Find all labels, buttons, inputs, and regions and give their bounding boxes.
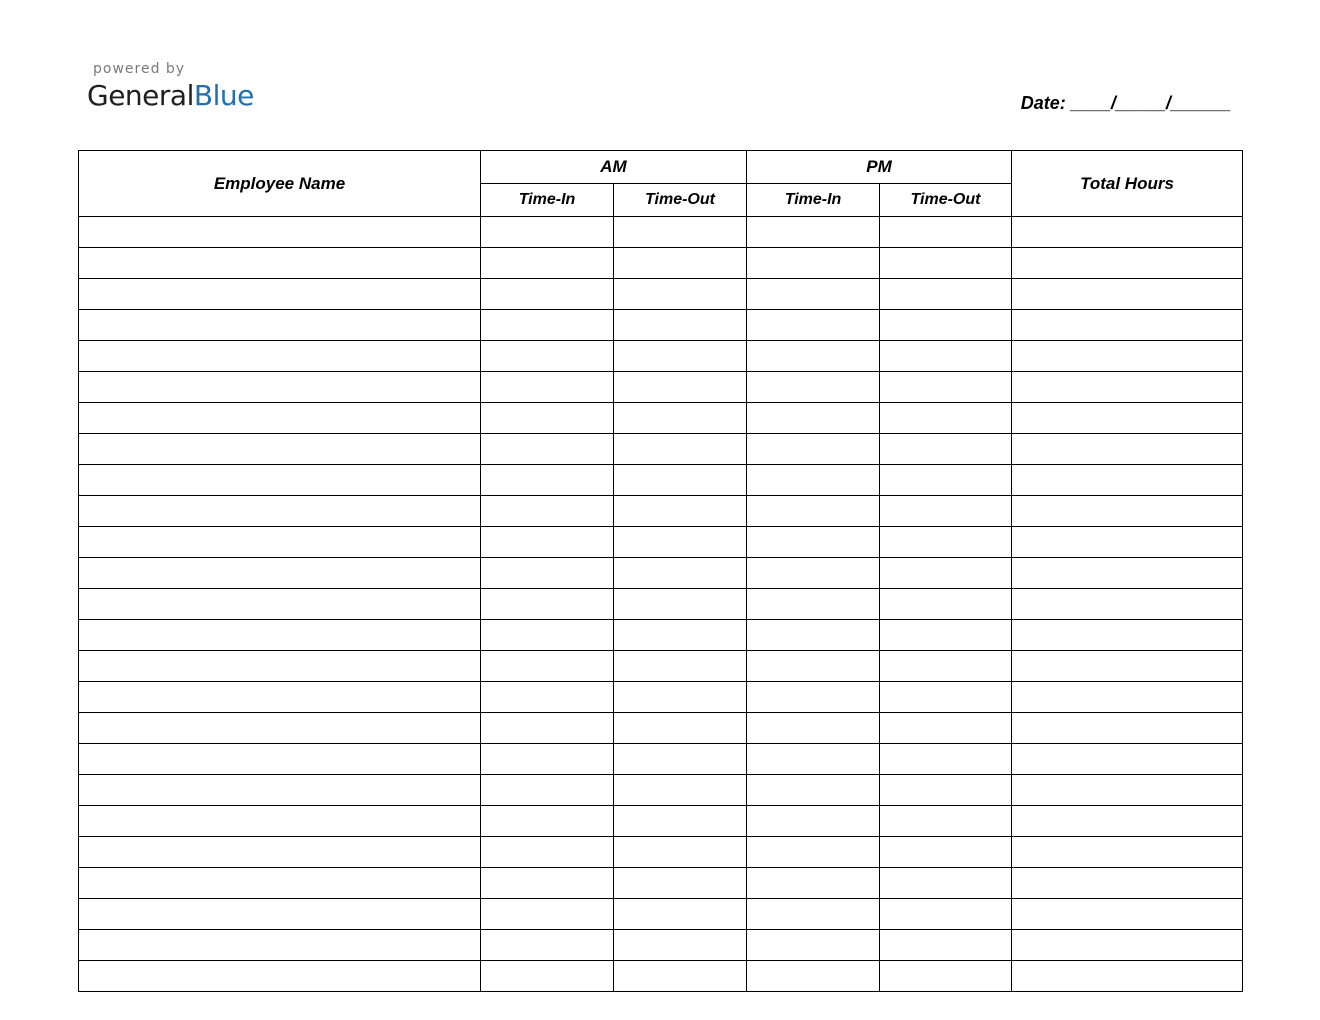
table-row bbox=[79, 341, 1243, 372]
pm-time-in-cell[interactable] bbox=[747, 248, 880, 279]
total-hours-cell[interactable] bbox=[1012, 465, 1243, 496]
pm-time-out-cell[interactable] bbox=[880, 651, 1012, 682]
table-row bbox=[79, 806, 1243, 837]
total-hours-cell[interactable] bbox=[1012, 279, 1243, 310]
total-hours-cell[interactable] bbox=[1012, 930, 1243, 961]
pm-time-in-cell[interactable] bbox=[747, 434, 880, 465]
pm-time-in-cell[interactable] bbox=[747, 930, 880, 961]
am-time-out-cell[interactable] bbox=[614, 930, 747, 961]
am-time-in-cell[interactable] bbox=[481, 341, 614, 372]
total-hours-cell[interactable] bbox=[1012, 775, 1243, 806]
table-row bbox=[79, 620, 1243, 651]
pm-time-in-cell[interactable] bbox=[747, 496, 880, 527]
pm-time-in-cell[interactable] bbox=[747, 651, 880, 682]
pm-time-in-cell[interactable] bbox=[747, 682, 880, 713]
pm-time-out-cell[interactable] bbox=[880, 837, 1012, 868]
am-time-out-cell[interactable] bbox=[614, 682, 747, 713]
table-row bbox=[79, 744, 1243, 775]
am-time-out-cell[interactable] bbox=[614, 806, 747, 837]
pm-time-in-cell[interactable] bbox=[747, 837, 880, 868]
pm-time-in-cell[interactable] bbox=[747, 961, 880, 992]
pm-time-in-cell[interactable] bbox=[747, 713, 880, 744]
am-time-out-cell[interactable] bbox=[614, 434, 747, 465]
am-time-in-cell[interactable] bbox=[481, 589, 614, 620]
employee-name-cell[interactable] bbox=[79, 651, 481, 682]
pm-time-out-cell[interactable] bbox=[880, 372, 1012, 403]
am-time-in-cell[interactable] bbox=[481, 465, 614, 496]
table-row bbox=[79, 961, 1243, 992]
am-time-out-cell[interactable] bbox=[614, 310, 747, 341]
table-row bbox=[79, 310, 1243, 341]
header-pm: PM bbox=[747, 151, 1012, 184]
pm-time-in-cell[interactable] bbox=[747, 558, 880, 589]
pm-time-out-cell[interactable] bbox=[880, 806, 1012, 837]
am-time-out-cell[interactable] bbox=[614, 496, 747, 527]
am-time-out-cell[interactable] bbox=[614, 527, 747, 558]
pm-time-out-cell[interactable] bbox=[880, 341, 1012, 372]
employee-name-cell[interactable] bbox=[79, 682, 481, 713]
am-time-out-cell[interactable] bbox=[614, 248, 747, 279]
am-time-in-cell[interactable] bbox=[481, 558, 614, 589]
total-hours-cell[interactable] bbox=[1012, 403, 1243, 434]
employee-name-cell[interactable] bbox=[79, 279, 481, 310]
am-time-in-cell[interactable] bbox=[481, 403, 614, 434]
brand-name bbox=[87, 78, 254, 114]
pm-time-in-cell[interactable] bbox=[747, 806, 880, 837]
total-hours-cell[interactable] bbox=[1012, 248, 1243, 279]
header-am-time-in: Time-In bbox=[481, 184, 614, 217]
am-time-in-cell[interactable] bbox=[481, 248, 614, 279]
table-row bbox=[79, 434, 1243, 465]
table-row bbox=[79, 775, 1243, 806]
am-time-in-cell[interactable] bbox=[481, 496, 614, 527]
header-total-hours: Total Hours bbox=[1012, 151, 1243, 217]
table-row bbox=[79, 713, 1243, 744]
am-time-out-cell[interactable] bbox=[614, 558, 747, 589]
total-hours-cell[interactable] bbox=[1012, 341, 1243, 372]
table-row bbox=[79, 372, 1243, 403]
pm-time-in-cell[interactable] bbox=[747, 310, 880, 341]
total-hours-cell[interactable] bbox=[1012, 806, 1243, 837]
am-time-in-cell[interactable] bbox=[481, 806, 614, 837]
am-time-out-cell[interactable] bbox=[614, 713, 747, 744]
employee-name-cell[interactable] bbox=[79, 620, 481, 651]
am-time-out-cell[interactable] bbox=[614, 899, 747, 930]
am-time-in-cell[interactable] bbox=[481, 961, 614, 992]
total-hours-cell[interactable] bbox=[1012, 496, 1243, 527]
pm-time-out-cell[interactable] bbox=[880, 682, 1012, 713]
pm-time-out-cell[interactable] bbox=[880, 589, 1012, 620]
employee-name-cell[interactable] bbox=[79, 496, 481, 527]
am-time-in-cell[interactable] bbox=[481, 217, 614, 248]
total-hours-cell[interactable] bbox=[1012, 682, 1243, 713]
pm-time-in-cell[interactable] bbox=[747, 589, 880, 620]
table-row bbox=[79, 217, 1243, 248]
date-blank[interactable]: ____/_____/______ bbox=[1070, 93, 1231, 113]
table-row bbox=[79, 279, 1243, 310]
pm-time-in-cell[interactable] bbox=[747, 465, 880, 496]
employee-name-cell[interactable] bbox=[79, 775, 481, 806]
am-time-out-cell[interactable] bbox=[614, 620, 747, 651]
pm-time-out-cell[interactable] bbox=[880, 868, 1012, 899]
pm-time-out-cell[interactable] bbox=[880, 403, 1012, 434]
am-time-in-cell[interactable] bbox=[481, 868, 614, 899]
employee-name-cell[interactable] bbox=[79, 372, 481, 403]
table-row bbox=[79, 837, 1243, 868]
pm-time-out-cell[interactable] bbox=[880, 620, 1012, 651]
pm-time-in-cell[interactable] bbox=[747, 403, 880, 434]
pm-time-in-cell[interactable] bbox=[747, 868, 880, 899]
table-row bbox=[79, 868, 1243, 899]
total-hours-cell[interactable] bbox=[1012, 434, 1243, 465]
pm-time-out-cell[interactable] bbox=[880, 527, 1012, 558]
am-time-in-cell[interactable] bbox=[481, 434, 614, 465]
employee-name-cell[interactable] bbox=[79, 217, 481, 248]
table-header bbox=[79, 151, 1243, 217]
total-hours-cell[interactable] bbox=[1012, 837, 1243, 868]
table-row bbox=[79, 465, 1243, 496]
employee-name-cell[interactable] bbox=[79, 434, 481, 465]
total-hours-cell[interactable] bbox=[1012, 527, 1243, 558]
am-time-out-cell[interactable] bbox=[614, 403, 747, 434]
pm-time-out-cell[interactable] bbox=[880, 248, 1012, 279]
table-row bbox=[79, 682, 1243, 713]
table-row bbox=[79, 558, 1243, 589]
am-time-in-cell[interactable] bbox=[481, 713, 614, 744]
am-time-in-cell[interactable] bbox=[481, 744, 614, 775]
employee-name-cell[interactable] bbox=[79, 744, 481, 775]
total-hours-cell[interactable] bbox=[1012, 744, 1243, 775]
pm-time-out-cell[interactable] bbox=[880, 930, 1012, 961]
pm-time-in-cell[interactable] bbox=[747, 341, 880, 372]
header-pm-time-in: Time-In bbox=[747, 184, 880, 217]
am-time-in-cell[interactable] bbox=[481, 372, 614, 403]
pm-time-in-cell[interactable] bbox=[747, 279, 880, 310]
am-time-in-cell[interactable] bbox=[481, 527, 614, 558]
header-employee-name: Employee Name bbox=[79, 151, 481, 217]
pm-time-in-cell[interactable] bbox=[747, 217, 880, 248]
date-label: Date: bbox=[1020, 93, 1066, 113]
am-time-in-cell[interactable] bbox=[481, 775, 614, 806]
employee-name-cell[interactable] bbox=[79, 310, 481, 341]
pm-time-out-cell[interactable] bbox=[880, 496, 1012, 527]
am-time-out-cell[interactable] bbox=[614, 868, 747, 899]
am-time-in-cell[interactable] bbox=[481, 279, 614, 310]
am-time-out-cell[interactable] bbox=[614, 744, 747, 775]
am-time-out-cell[interactable] bbox=[614, 372, 747, 403]
total-hours-cell[interactable] bbox=[1012, 589, 1243, 620]
table-body bbox=[79, 217, 1243, 992]
am-time-in-cell[interactable] bbox=[481, 682, 614, 713]
pm-time-in-cell[interactable] bbox=[747, 744, 880, 775]
pm-time-out-cell[interactable] bbox=[880, 217, 1012, 248]
pm-time-out-cell[interactable] bbox=[880, 465, 1012, 496]
pm-time-out-cell[interactable] bbox=[880, 558, 1012, 589]
table-row bbox=[79, 248, 1243, 279]
am-time-in-cell[interactable] bbox=[481, 930, 614, 961]
employee-name-cell[interactable] bbox=[79, 589, 481, 620]
total-hours-cell[interactable] bbox=[1012, 868, 1243, 899]
pm-time-out-cell[interactable] bbox=[880, 310, 1012, 341]
table-row bbox=[79, 930, 1243, 961]
employee-name-cell[interactable] bbox=[79, 837, 481, 868]
am-time-out-cell[interactable] bbox=[614, 279, 747, 310]
pm-time-out-cell[interactable] bbox=[880, 775, 1012, 806]
pm-time-in-cell[interactable] bbox=[747, 620, 880, 651]
brand-name-blue: Blue bbox=[193, 79, 254, 112]
employee-name-cell[interactable] bbox=[79, 961, 481, 992]
employee-name-cell[interactable] bbox=[79, 868, 481, 899]
total-hours-cell[interactable] bbox=[1012, 961, 1243, 992]
total-hours-cell[interactable] bbox=[1012, 713, 1243, 744]
table-row bbox=[79, 589, 1243, 620]
am-time-out-cell[interactable] bbox=[614, 837, 747, 868]
table-row bbox=[79, 899, 1243, 930]
employee-name-cell[interactable] bbox=[79, 248, 481, 279]
total-hours-cell[interactable] bbox=[1012, 651, 1243, 682]
am-time-out-cell[interactable] bbox=[614, 651, 747, 682]
am-time-out-cell[interactable] bbox=[614, 775, 747, 806]
employee-name-cell[interactable] bbox=[79, 403, 481, 434]
brand-logo bbox=[87, 60, 254, 114]
header-am: AM bbox=[481, 151, 747, 184]
total-hours-cell[interactable] bbox=[1012, 310, 1243, 341]
pm-time-out-cell[interactable] bbox=[880, 899, 1012, 930]
employee-name-cell[interactable] bbox=[79, 806, 481, 837]
total-hours-cell[interactable] bbox=[1012, 899, 1243, 930]
pm-time-in-cell[interactable] bbox=[747, 372, 880, 403]
pm-time-in-cell[interactable] bbox=[747, 899, 880, 930]
timesheet-table bbox=[78, 150, 1243, 992]
date-field bbox=[1021, 93, 1231, 114]
pm-time-out-cell[interactable] bbox=[880, 961, 1012, 992]
brand-name-general: General bbox=[87, 79, 194, 112]
pm-time-in-cell[interactable] bbox=[747, 775, 880, 806]
total-hours-cell[interactable] bbox=[1012, 372, 1243, 403]
total-hours-cell[interactable] bbox=[1012, 558, 1243, 589]
employee-name-cell[interactable] bbox=[79, 558, 481, 589]
employee-name-cell[interactable] bbox=[79, 527, 481, 558]
employee-name-cell[interactable] bbox=[79, 713, 481, 744]
employee-name-cell[interactable] bbox=[79, 899, 481, 930]
pm-time-in-cell[interactable] bbox=[747, 527, 880, 558]
employee-name-cell[interactable] bbox=[79, 930, 481, 961]
employee-name-cell[interactable] bbox=[79, 341, 481, 372]
am-time-out-cell[interactable] bbox=[614, 217, 747, 248]
am-time-out-cell[interactable] bbox=[614, 589, 747, 620]
am-time-out-cell[interactable] bbox=[614, 465, 747, 496]
total-hours-cell[interactable] bbox=[1012, 217, 1243, 248]
pm-time-out-cell[interactable] bbox=[880, 434, 1012, 465]
table-row bbox=[79, 496, 1243, 527]
am-time-out-cell[interactable] bbox=[614, 341, 747, 372]
table-row bbox=[79, 651, 1243, 682]
pm-time-out-cell[interactable] bbox=[880, 713, 1012, 744]
am-time-in-cell[interactable] bbox=[481, 899, 614, 930]
header-pm-time-out: Time-Out bbox=[880, 184, 1012, 217]
table-row bbox=[79, 403, 1243, 434]
header-am-time-out: Time-Out bbox=[614, 184, 747, 217]
am-time-in-cell[interactable] bbox=[481, 620, 614, 651]
table-row bbox=[79, 527, 1243, 558]
am-time-in-cell[interactable] bbox=[481, 837, 614, 868]
powered-by-text: powered by bbox=[93, 61, 186, 77]
am-time-in-cell[interactable] bbox=[481, 651, 614, 682]
employee-name-cell[interactable] bbox=[79, 465, 481, 496]
pm-time-out-cell[interactable] bbox=[880, 279, 1012, 310]
am-time-out-cell[interactable] bbox=[614, 961, 747, 992]
total-hours-cell[interactable] bbox=[1012, 620, 1243, 651]
pm-time-out-cell[interactable] bbox=[880, 744, 1012, 775]
am-time-in-cell[interactable] bbox=[481, 310, 614, 341]
